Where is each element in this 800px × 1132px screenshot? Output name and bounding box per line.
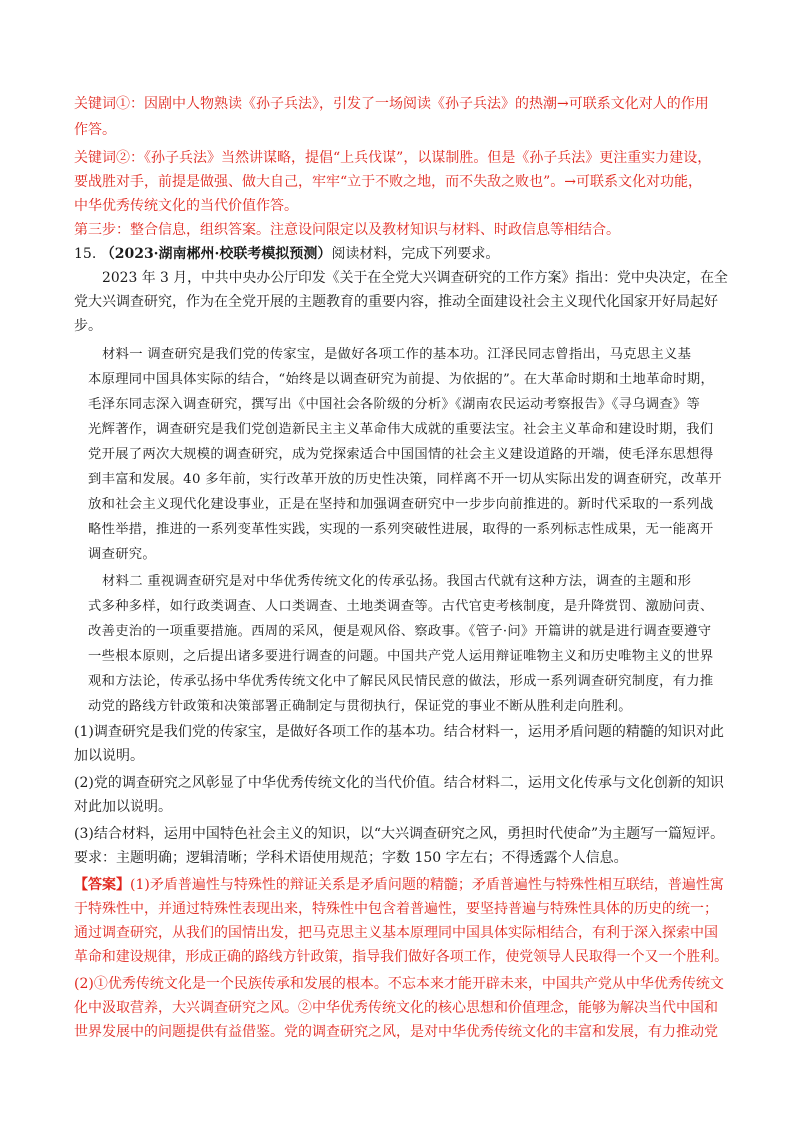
answer-1-line-1 bbox=[74, 873, 724, 897]
material-2-line-1: 材料二 重视调查研究是对中华优秀传统文化的传承弘扬。我国古代就有这种方法，调查的主题和形 bbox=[102, 574, 692, 589]
intro-line-1: 2023 年 3 月，中共中央办公厅印发《关于在全党大兴调查研究的工作方案》指出：党中央决定，在全 bbox=[102, 270, 728, 286]
material-1-line-1: 材料一 调查研究是我们党的传家宝，是做好各项工作的基本功。江泽民同志曾指出，马克思主义基 bbox=[102, 347, 692, 362]
answer-1-line-4: 革命和建设规律，形成正确的路线方针政策，指导我们做好各项工作，使党领导人民取得一个又一个胜利。 bbox=[74, 949, 728, 965]
material-2-line-3: 改善吏治的一项重要措施。西周的采风，便是观风俗、察政事。《管子·问》开篇讲的就是进行调查要遵守 bbox=[88, 624, 712, 639]
answer-2-line-1: (2)①优秀传统文化是一个民族传承和发展的根本。不忘本来才能开辟未来，中国共产党从中华优秀传统文 bbox=[74, 976, 724, 992]
material-1-line-8: 略性举措，推进的一系列变革性实践，实现的一系列突破性进展，取得的一系列标志性成果，无一能离开 bbox=[88, 522, 714, 537]
keyword-2-line-1: 关键词②：《孙子兵法》当然讲谋略，提倡“上兵伐谋”，以谋制胜。但是《孙子兵法》更注重实力建设， bbox=[74, 150, 712, 166]
sub-question-1-line-1: (1)调查研究是我们党的传家宝，是做好各项工作的基本功。结合材料一，运用矛盾问题的精髓的知识对此 bbox=[74, 724, 724, 740]
answer-2-line-3: 世界发展中的问题提供有益借鉴。党的调查研究之风，是对中华优秀传统文化的丰富和发展，有力推动党 bbox=[74, 1024, 718, 1040]
keyword-1-line-1: 关键词①：因剧中人物熟读《孙子兵法》，引发了一场阅读《孙子兵法》的热潮→可联系文化对人的作用 bbox=[74, 96, 709, 112]
step-3-line: 第三步：整合信息，组织答案。注意设问限定以及教材知识与材料、时政信息等相结合。 bbox=[74, 222, 620, 238]
material-1-line-5: 党开展了两次大规模的调查研究，成为党探索适合中国国情的社会主义建设道路的开端，使毛泽东思想得 bbox=[88, 447, 714, 462]
keyword-2-line-2: 要战胜对手，前提是做强、做大自己，牢牢“立于不败之地，而不失敌之败也”。→可联系文化对功能， bbox=[74, 174, 703, 190]
material-1-line-3: 毛泽东同志深入调查研究，撰写出《中国社会各阶级的分析》《湖南农民运动考察报告》《寻乌调查》等 bbox=[88, 397, 701, 412]
answer-tag: 【答案】 bbox=[74, 877, 130, 893]
answer-2-line-2: 化中汲取营养，大兴调查研究之风。②中华优秀传统文化的核心思想和价值理念，能够为解决当代中国和 bbox=[74, 1000, 718, 1016]
question-source: （2023·湖南郴州·校联考模拟预测） bbox=[100, 246, 332, 262]
answer-1-line-3: 通过调查研究，从我们的国情出发，把马克思主义基本原理同中国具体实际相结合，有利于深入探索中国 bbox=[74, 925, 718, 941]
question-header bbox=[74, 242, 499, 266]
intro-line-2: 党大兴调查研究，作为在全党开展的主题教育的重要内容，推动全面建设社会主义现代化国家开好局起好 bbox=[74, 294, 718, 310]
material-2-line-4: 一些根本原则，之后提出诸多要进行调查的问题。中国共产党人运用辩证唯物主义和历史唯物主义的世界 bbox=[88, 649, 714, 664]
material-1-line-2: 本原理同中国具体实际的结合，“始终是以调查研究为前提、为依据的”。在大革命时期和土地革命时期， bbox=[88, 372, 715, 387]
material-1-line-4: 光辉著作，调查研究是我们党创造新民主主义革命伟大成就的重要法宝。社会主义革命和建设时期，我们 bbox=[88, 422, 714, 437]
material-2-line-6: 动党的路线方针政策和决策部署正确制定与贯彻执行，保证党的事业不断从胜利走向胜利。 bbox=[88, 699, 632, 714]
answer-1-line-2: 于特殊性中，并通过特殊性表现出来，特殊性中包含着普遍性，要坚持普遍与特殊性具体的历史的统一； bbox=[74, 901, 718, 917]
sub-question-2-line-2: 对此加以说明。 bbox=[74, 799, 172, 815]
material-1-line-7: 放和社会主义现代化建设事业，正是在坚持和加强调查研究中一步步向前推进的。新时代采取的一系列战 bbox=[88, 497, 714, 512]
material-2-line-5: 观和方法论，传承弘扬中华优秀传统文化中了解民风民情民意的做法，形成一系列调查研究制度，有力推 bbox=[88, 674, 714, 689]
sub-question-1-line-2: 加以说明。 bbox=[74, 748, 144, 764]
keyword-2-line-3: 中华优秀传统文化的当代价值作答。 bbox=[74, 198, 298, 214]
intro-line-3: 步。 bbox=[74, 318, 102, 334]
question-number: 15. bbox=[74, 246, 97, 262]
material-1-line-9: 调查研究。 bbox=[88, 547, 156, 562]
sub-question-3-line-2: 要求：主题明确；逻辑清晰；学科术语使用规范；字数 150 字左右；不得透露个人信息。 bbox=[74, 850, 628, 866]
sub-question-2-line-1: (2)党的调查研究之风彰显了中华优秀传统文化的当代价值。结合材料二，运用文化传承与文化创新的知识 bbox=[74, 775, 724, 791]
sub-question-3-line-1: (3)结合材料，运用中国特色社会主义的知识，以“大兴调查研究之风，勇担时代使命”为主题写一篇短评。 bbox=[74, 826, 725, 842]
question-prompt: 阅读材料，完成下列要求。 bbox=[331, 246, 500, 262]
answer-1-text: (1)矛盾普遍性与特殊性的辩证关系是矛盾问题的精髓；矛盾普遍性与特殊性相互联结，普遍性寓 bbox=[130, 877, 724, 893]
material-1-line-6: 到丰富和发展。40 多年前，实行改革开放的历史性决策，同样离不开一切从实际出发的调查研究，改革开 bbox=[88, 472, 722, 487]
material-2-line-2: 式多种多样，如行政类调查、人口类调查、土地类调查等。古代官吏考核制度，是升降赏罚、激励问责、 bbox=[88, 599, 714, 614]
keyword-1-line-2: 作答。 bbox=[74, 122, 116, 138]
